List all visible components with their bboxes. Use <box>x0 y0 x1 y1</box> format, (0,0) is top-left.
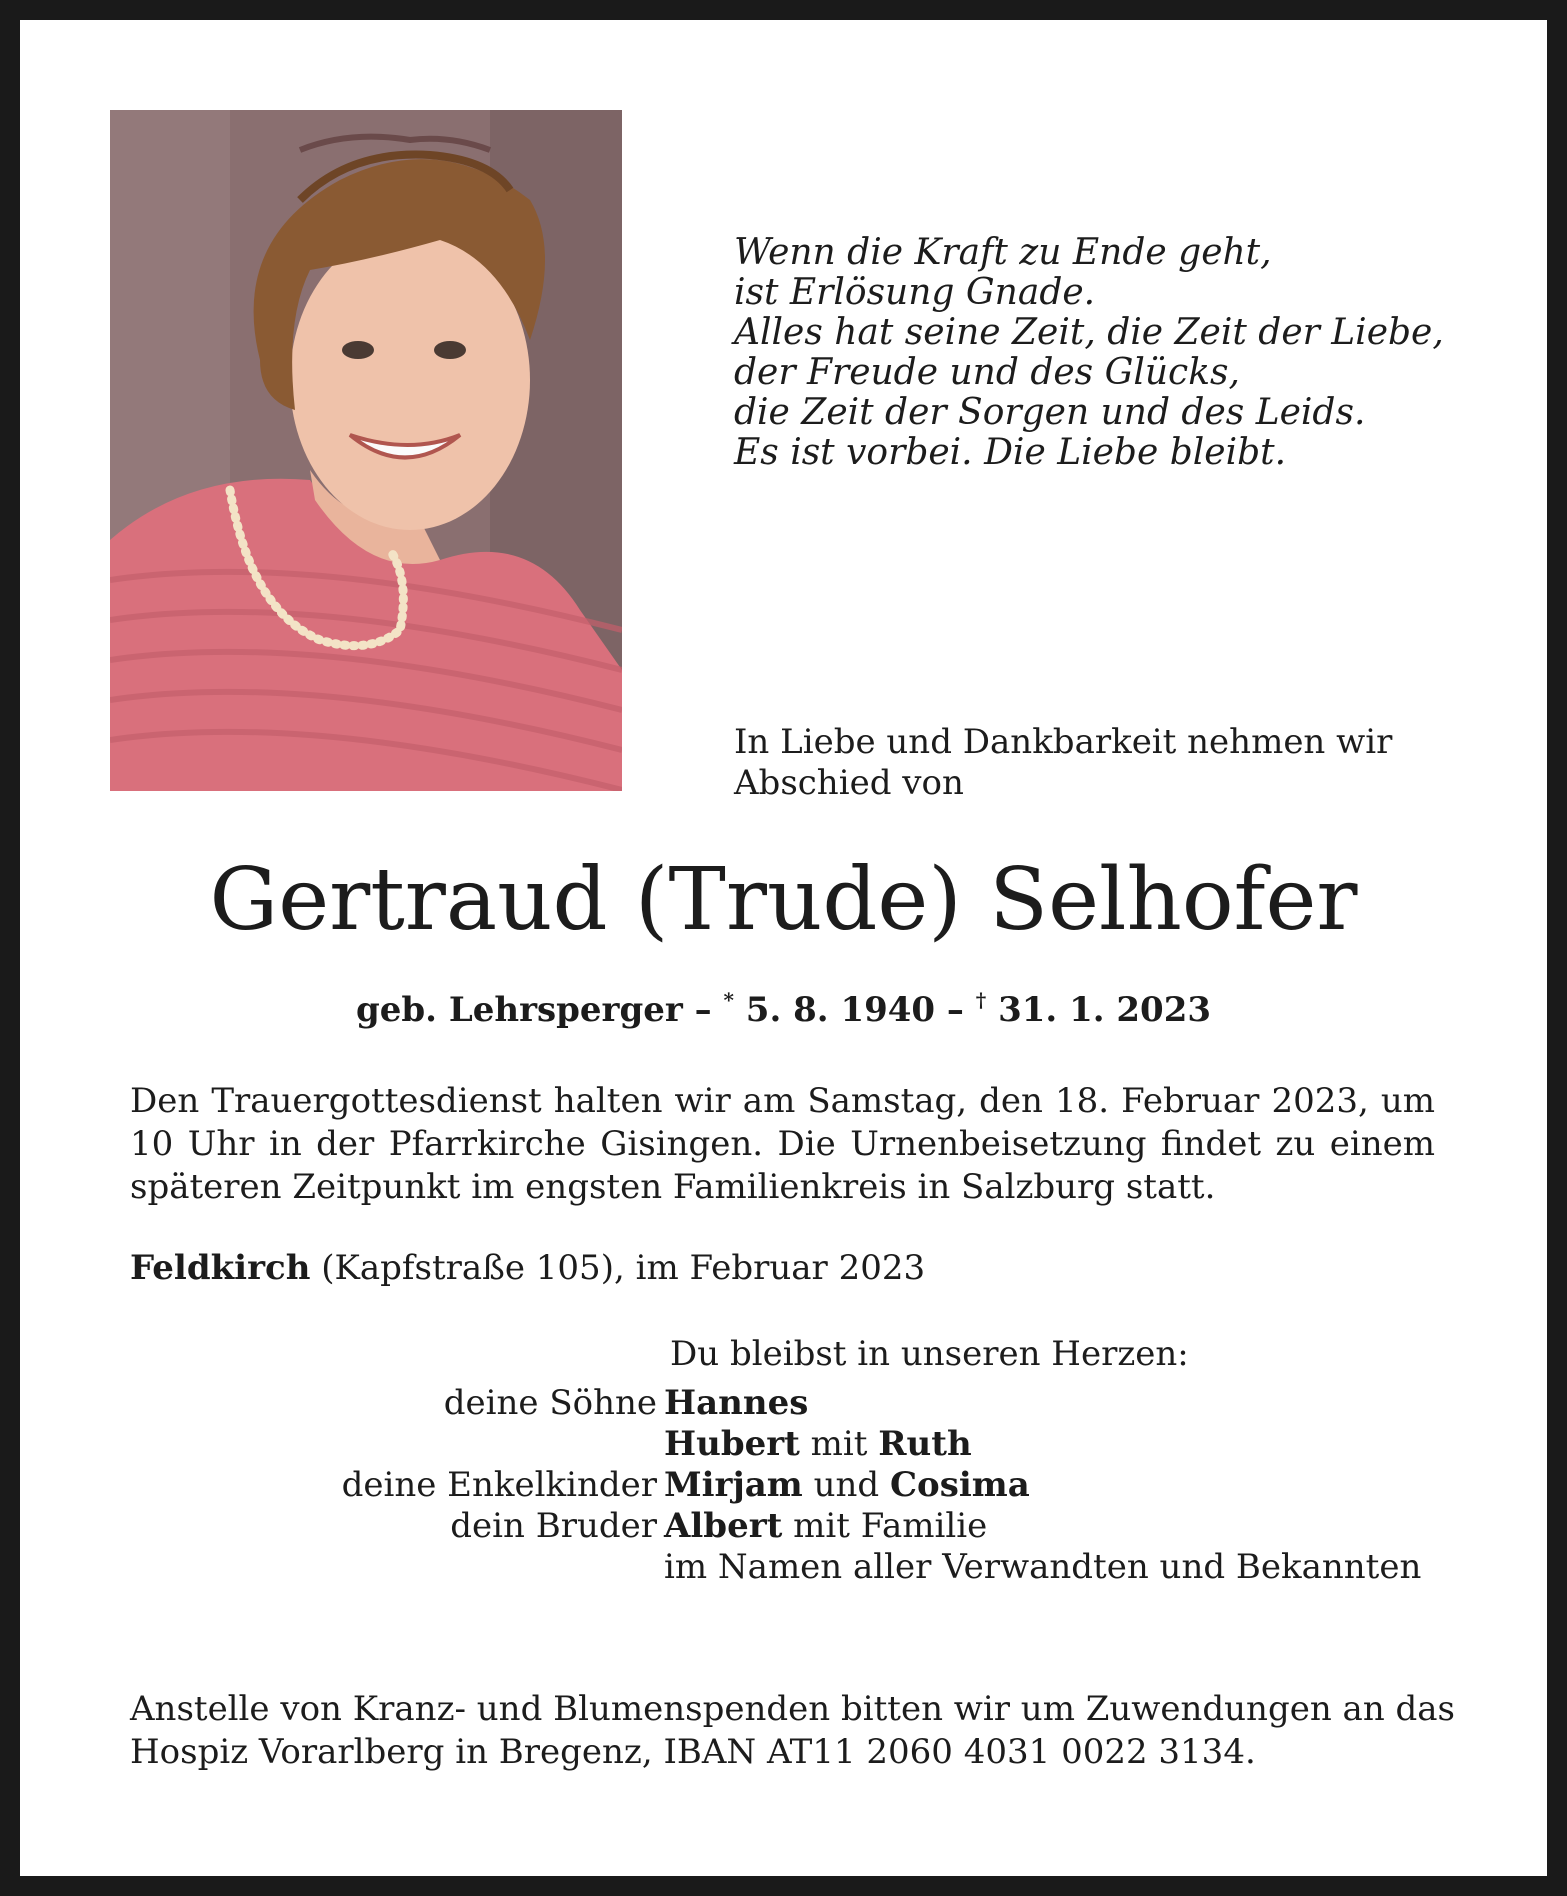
family-list <box>150 1383 1450 1588</box>
family-text: mit <box>799 1424 879 1464</box>
death-symbol: † <box>975 988 987 1012</box>
donation-line: Hospiz Vorarlberg in Bregenz, IBAN AT11 2060 4031 0022 3134. <box>130 1732 1256 1772</box>
family-text: im Namen aller Verwandten und Bekannten <box>664 1547 1422 1587</box>
family-members <box>664 1465 1030 1506</box>
family-members <box>664 1506 987 1547</box>
family-members <box>664 1424 972 1465</box>
death-date: 31. 1. 2023 <box>998 990 1212 1030</box>
family-members <box>664 1547 1421 1588</box>
family-relation: deine Söhne <box>443 1383 657 1423</box>
portrait-illustration <box>110 110 622 791</box>
family-member-name: Hannes <box>664 1383 809 1423</box>
poem-line: Alles hat seine Zeit, die Zeit der Liebe, <box>734 312 1444 353</box>
family-members <box>664 1383 808 1424</box>
life-dates <box>0 990 1567 1030</box>
family-text: mit Familie <box>782 1506 988 1546</box>
birth-symbol: * <box>723 988 734 1012</box>
poem-verse <box>734 233 1444 473</box>
portrait-photo <box>110 110 622 791</box>
deceased-name: Gertraud (Trude) Selhofer <box>209 850 1358 950</box>
place-details: (Kapfstraße 105), im Februar 2023 <box>321 1248 926 1288</box>
donation-note <box>130 1688 1456 1774</box>
family-relation <box>150 1424 664 1465</box>
dash: – <box>694 990 712 1030</box>
service-announcement: Den Trauergottesdienst halten wir am Samstag, den 18. Februar 2023, um 10 Uhr in der Pfarrkirche Gisingen. Die Urnenbeisetzung findet zu einem späteren Zeitpunkt im engsten Familienkreis in Salzburg statt. <box>130 1081 1435 1207</box>
donation-line: Anstelle von Kranz- und Blumenspenden bitten wir um Zuwendungen an das <box>130 1689 1456 1729</box>
family-row <box>150 1547 1450 1588</box>
family-member-name: Hubert <box>664 1424 800 1464</box>
poem-line: Wenn die Kraft zu Ende geht, <box>734 232 1272 273</box>
family-member-name: Mirjam <box>664 1465 803 1505</box>
family-row <box>150 1506 1450 1547</box>
family-row <box>150 1383 1450 1424</box>
family-member-name: Cosima <box>889 1465 1030 1505</box>
poem-line: der Freude und des Glücks, <box>734 352 1240 393</box>
birth-date: 5. 8. 1940 <box>745 990 936 1030</box>
family-row <box>150 1465 1450 1506</box>
family-member-name: Albert <box>664 1506 783 1546</box>
family-text: und <box>802 1465 890 1505</box>
family-row <box>150 1424 1450 1465</box>
family-member-name: Ruth <box>878 1424 972 1464</box>
poem-line: Es ist vorbei. Die Liebe bleibt. <box>734 432 1287 473</box>
farewell-intro: In Liebe und Dankbarkeit nehmen wir Abschied von <box>734 722 1393 803</box>
maiden-name: geb. Lehrsperger <box>355 990 683 1030</box>
poem-line: ist Erlösung Gnade. <box>734 272 1096 313</box>
place-city: Feldkirch <box>130 1248 311 1288</box>
poem-line: die Zeit der Sorgen und des Leids. <box>734 392 1366 433</box>
family-relation: dein Bruder <box>450 1506 657 1546</box>
dash: – <box>946 990 964 1030</box>
family-relation: deine Enkelkinder <box>341 1465 657 1505</box>
family-relation <box>150 1547 664 1588</box>
place-date-line <box>130 1248 925 1288</box>
closing-heading: Du bleibst in unseren Herzen: <box>670 1334 1189 1374</box>
